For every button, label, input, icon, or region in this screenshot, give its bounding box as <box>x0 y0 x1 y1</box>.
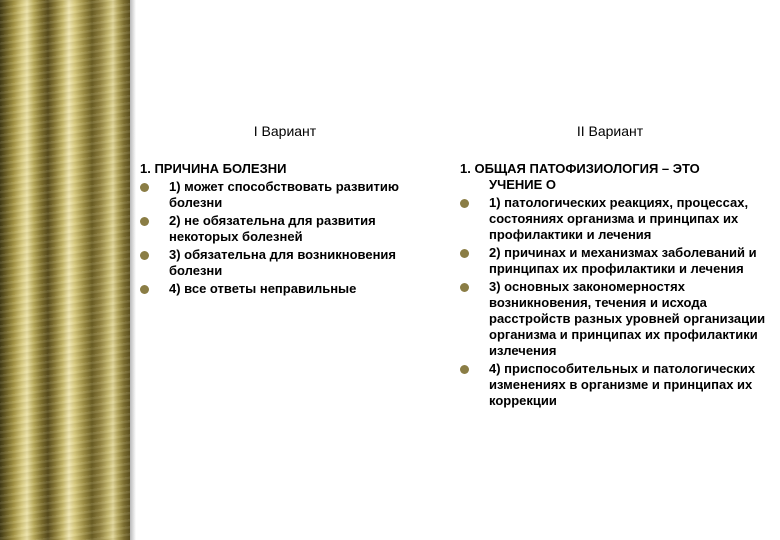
round-bullet-icon <box>140 217 149 226</box>
option-item <box>140 213 430 245</box>
variant-2-question-line2: УЧЕНИЕ О <box>489 177 557 192</box>
round-bullet-icon <box>460 249 469 258</box>
option-item <box>460 279 770 359</box>
option-text: 1) может способствовать развитию болезни <box>169 179 399 210</box>
option-item <box>460 195 770 243</box>
variant-2-question-line1: 1. ОБЩАЯ ПАТОФИЗИОЛОГИЯ – ЭТО <box>460 161 700 176</box>
round-bullet-icon <box>140 285 149 294</box>
variant-2-options <box>460 195 770 409</box>
option-item <box>460 361 770 409</box>
round-bullet-icon <box>140 251 149 260</box>
option-text: 4) все ответы неправильные <box>169 281 357 296</box>
round-bullet-icon <box>140 183 149 192</box>
option-text: 3) основных закономерностях возникновения, течения и исхода расстройств разных уровней организации организма и принципах их профилактики излечения <box>489 279 766 358</box>
option-item <box>460 245 770 277</box>
option-text: 2) причинах и механизмах заболеваний и принципах их профилактики и лечения <box>489 245 757 276</box>
variant-2-column <box>460 161 770 409</box>
round-bullet-icon <box>460 283 469 292</box>
variant-1-heading: I Вариант <box>253 123 317 139</box>
round-bullet-icon <box>460 365 469 374</box>
option-text: 4) приспособительных и патологических изменениях в организме и принципах их коррекции <box>489 361 756 408</box>
option-item <box>140 179 430 211</box>
option-item <box>140 247 430 279</box>
option-text: 3) обязательна для возникновения болезни <box>169 247 396 278</box>
variant-1-column <box>140 161 430 297</box>
variant-1-question: 1. ПРИЧИНА БОЛЕЗНИ <box>140 161 287 176</box>
variant-2-heading: II Вариант <box>576 123 644 139</box>
variant-1-options <box>140 179 430 297</box>
round-bullet-icon <box>460 199 469 208</box>
option-item <box>140 281 430 297</box>
variant-2-question <box>460 161 770 193</box>
option-text: 1) патологических реакциях, процессах, состояниях организма и принципах их профилактики и лечения <box>489 195 749 242</box>
option-text: 2) не обязательна для развития некоторых болезней <box>169 213 376 244</box>
gold-curtain-band <box>0 0 130 540</box>
